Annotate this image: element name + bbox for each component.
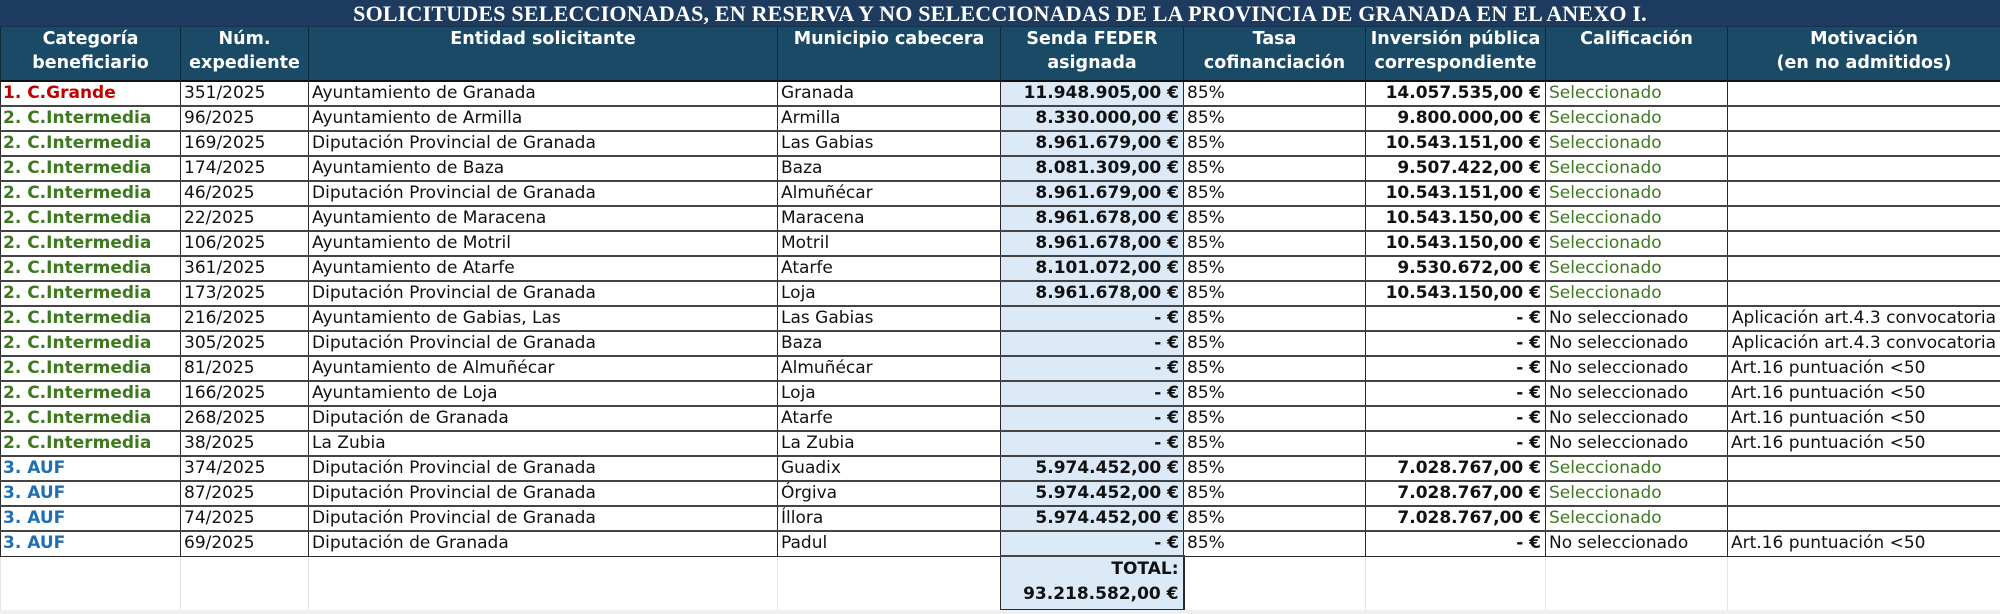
cell-entidad[interactable]: Ayuntamiento de Armilla [309, 106, 778, 131]
cell-categoria[interactable]: 3. AUF [1, 506, 181, 531]
cell-categoria[interactable]: 3. AUF [1, 456, 181, 481]
cell-expediente[interactable]: 351/2025 [181, 81, 309, 106]
cell-inversion[interactable]: - € [1366, 306, 1546, 331]
table-row [1, 181, 2000, 206]
cell-municipio[interactable]: Almuñécar [778, 181, 1001, 206]
cell-entidad[interactable]: Diputación Provincial de Granada [309, 506, 778, 531]
table-row [1, 156, 2000, 181]
cell-expediente[interactable]: 87/2025 [181, 481, 309, 506]
cell-categoria[interactable]: 2. C.Intermedia [1, 281, 181, 306]
cell-expediente[interactable]: 268/2025 [181, 406, 309, 431]
cell-inversion[interactable]: 14.057.535,00 € [1366, 81, 1546, 106]
cell-entidad[interactable]: Ayuntamiento de Granada [309, 81, 778, 106]
cell-inversion[interactable]: 7.028.767,00 € [1366, 506, 1546, 531]
cell-motivacion[interactable] [1728, 281, 2000, 306]
cell-entidad[interactable]: Diputación de Granada [309, 531, 778, 556]
cell-tasa[interactable]: 85% [1184, 531, 1366, 556]
cell-tasa[interactable]: 85% [1184, 81, 1366, 106]
cell-entidad[interactable]: Diputación Provincial de Granada [309, 481, 778, 506]
empty-cell[interactable] [1728, 556, 2000, 610]
table-row [1, 381, 2000, 406]
cell-inversion[interactable]: - € [1366, 431, 1546, 456]
cell-calificacion[interactable]: No seleccionado [1546, 531, 1728, 556]
cell-inversion[interactable]: - € [1366, 356, 1546, 381]
cell-categoria[interactable]: 1. C.Grande [1, 81, 181, 106]
cell-calificacion[interactable]: No seleccionado [1546, 406, 1728, 431]
cell-motivacion[interactable]: Aplicación art.4.3 convocatoria [1728, 306, 2000, 331]
cell-expediente[interactable]: 96/2025 [181, 106, 309, 131]
cell-motivacion[interactable]: Art.16 puntuación <50 [1728, 406, 2000, 431]
cell-calificacion[interactable]: Seleccionado [1546, 156, 1728, 181]
table-body [1, 81, 2000, 556]
cell-motivacion[interactable] [1728, 181, 2000, 206]
empty-cell[interactable] [309, 556, 778, 610]
cell-motivacion[interactable] [1728, 506, 2000, 531]
cell-entidad[interactable]: Diputación Provincial de Granada [309, 181, 778, 206]
cell-municipio[interactable]: La Zubia [778, 431, 1001, 456]
cell-categoria[interactable]: 2. C.Intermedia [1, 256, 181, 281]
cell-tasa[interactable]: 85% [1184, 306, 1366, 331]
table-row [1, 531, 2000, 556]
cell-categoria[interactable]: 3. AUF [1, 481, 181, 506]
empty-cell[interactable] [1366, 556, 1546, 610]
cell-senda-feder[interactable]: - € [1001, 331, 1184, 356]
cell-motivacion[interactable] [1728, 131, 2000, 156]
cell-motivacion[interactable] [1728, 81, 2000, 106]
col-header-categoria[interactable]: Categoría beneficiario [1, 27, 181, 81]
cell-calificacion[interactable]: Seleccionado [1546, 256, 1728, 281]
cell-senda-feder[interactable]: - € [1001, 431, 1184, 456]
table-row [1, 131, 2000, 156]
cell-tasa[interactable]: 85% [1184, 381, 1366, 406]
cell-expediente[interactable]: 46/2025 [181, 181, 309, 206]
cell-motivacion[interactable] [1728, 156, 2000, 181]
cell-inversion[interactable]: - € [1366, 381, 1546, 406]
cell-expediente[interactable]: 305/2025 [181, 331, 309, 356]
cell-municipio[interactable]: Las Gabias [778, 306, 1001, 331]
cell-senda-feder[interactable]: 8.961.678,00 € [1001, 281, 1184, 306]
cell-entidad[interactable]: Ayuntamiento de Motril [309, 231, 778, 256]
cell-inversion[interactable]: 9.800.000,00 € [1366, 106, 1546, 131]
cell-tasa[interactable]: 85% [1184, 431, 1366, 456]
cell-motivacion[interactable]: Art.16 puntuación <50 [1728, 431, 2000, 456]
total-feder-cell[interactable] [1001, 556, 1184, 610]
cell-municipio[interactable]: Granada [778, 81, 1001, 106]
empty-cell[interactable] [778, 556, 1001, 610]
cell-categoria[interactable]: 2. C.Intermedia [1, 181, 181, 206]
cell-motivacion[interactable]: Art.16 puntuación <50 [1728, 356, 2000, 381]
cell-senda-feder[interactable]: 5.974.452,00 € [1001, 506, 1184, 531]
cell-categoria[interactable]: 3. AUF [1, 531, 181, 556]
cell-motivacion[interactable] [1728, 256, 2000, 281]
cell-calificacion[interactable]: Seleccionado [1546, 281, 1728, 306]
cell-entidad[interactable]: La Zubia [309, 431, 778, 456]
cell-expediente[interactable]: 22/2025 [181, 206, 309, 231]
cell-municipio[interactable]: Atarfe [778, 256, 1001, 281]
cell-senda-feder[interactable]: 8.081.309,00 € [1001, 156, 1184, 181]
cell-senda-feder[interactable]: - € [1001, 531, 1184, 556]
cell-senda-feder[interactable]: 8.330.000,00 € [1001, 106, 1184, 131]
cell-categoria[interactable]: 2. C.Intermedia [1, 431, 181, 456]
cell-categoria[interactable]: 2. C.Intermedia [1, 356, 181, 381]
cell-entidad[interactable]: Diputación Provincial de Granada [309, 331, 778, 356]
col-header-motivacion[interactable]: Motivación (en no admitidos) [1728, 27, 2000, 81]
col-header-inversion[interactable]: Inversión pública correspondiente [1366, 27, 1546, 81]
cell-calificacion[interactable]: Seleccionado [1546, 106, 1728, 131]
col-header-senda-feder[interactable]: Senda FEDER asignada [1001, 27, 1184, 81]
cell-expediente[interactable]: 169/2025 [181, 131, 309, 156]
cell-tasa[interactable]: 85% [1184, 481, 1366, 506]
table-row [1, 81, 2000, 106]
cell-expediente[interactable]: 374/2025 [181, 456, 309, 481]
cell-tasa[interactable]: 85% [1184, 231, 1366, 256]
cell-tasa[interactable]: 85% [1184, 506, 1366, 531]
table-row [1, 206, 2000, 231]
cell-expediente[interactable]: 174/2025 [181, 156, 309, 181]
cell-inversion[interactable]: 9.507.422,00 € [1366, 156, 1546, 181]
cell-tasa[interactable]: 85% [1184, 356, 1366, 381]
col-header-expediente[interactable]: Núm. expediente [181, 27, 309, 81]
cell-calificacion[interactable]: Seleccionado [1546, 231, 1728, 256]
cell-municipio[interactable]: Almuñécar [778, 356, 1001, 381]
cell-expediente[interactable]: 166/2025 [181, 381, 309, 406]
col-header-entidad[interactable]: Entidad solicitante [309, 27, 778, 81]
cell-municipio[interactable]: Armilla [778, 106, 1001, 131]
table-row [1, 106, 2000, 131]
cell-expediente[interactable]: 173/2025 [181, 281, 309, 306]
cell-entidad[interactable]: Diputación Provincial de Granada [309, 281, 778, 306]
cell-senda-feder[interactable]: 8.961.678,00 € [1001, 231, 1184, 256]
cell-motivacion[interactable] [1728, 106, 2000, 131]
cell-inversion[interactable]: - € [1366, 406, 1546, 431]
cell-calificacion[interactable]: No seleccionado [1546, 331, 1728, 356]
cell-senda-feder[interactable]: 11.948.905,00 € [1001, 81, 1184, 106]
cell-motivacion[interactable]: Aplicación art.4.3 convocatoria [1728, 331, 2000, 356]
cell-calificacion[interactable]: Seleccionado [1546, 81, 1728, 106]
empty-cell[interactable] [1546, 556, 1728, 610]
cell-expediente[interactable]: 361/2025 [181, 256, 309, 281]
cell-motivacion[interactable]: Art.16 puntuación <50 [1728, 531, 2000, 556]
cell-calificacion[interactable]: Seleccionado [1546, 506, 1728, 531]
cell-senda-feder[interactable]: - € [1001, 406, 1184, 431]
cell-categoria[interactable]: 2. C.Intermedia [1, 156, 181, 181]
cell-municipio[interactable]: Loja [778, 381, 1001, 406]
cell-municipio[interactable]: Loja [778, 281, 1001, 306]
cell-senda-feder[interactable]: - € [1001, 381, 1184, 406]
cell-senda-feder[interactable]: 8.961.679,00 € [1001, 181, 1184, 206]
col-header-calificacion[interactable]: Calificación [1546, 27, 1728, 81]
cell-calificacion[interactable]: No seleccionado [1546, 306, 1728, 331]
cell-motivacion[interactable] [1728, 231, 2000, 256]
cell-categoria[interactable]: 2. C.Intermedia [1, 131, 181, 156]
cell-motivacion[interactable]: Art.16 puntuación <50 [1728, 381, 2000, 406]
total-label: TOTAL: [1111, 559, 1179, 579]
cell-inversion[interactable]: 10.543.151,00 € [1366, 181, 1546, 206]
cell-inversion[interactable]: 9.530.672,00 € [1366, 256, 1546, 281]
cell-entidad[interactable]: Ayuntamiento de Atarfe [309, 256, 778, 281]
cell-municipio[interactable]: Baza [778, 156, 1001, 181]
cell-senda-feder[interactable]: 8.101.072,00 € [1001, 256, 1184, 281]
table-row [1, 406, 2000, 431]
cell-tasa[interactable]: 85% [1184, 181, 1366, 206]
table-title: SOLICITUDES SELECCIONADAS, EN RESERVA Y NO SELECCIONADAS DE LA PROVINCIA DE GRANADA EN EL ANEXO I. [0, 0, 2000, 27]
cell-motivacion[interactable] [1728, 481, 2000, 506]
solicitudes-table [0, 27, 2000, 610]
cell-categoria[interactable]: 2. C.Intermedia [1, 306, 181, 331]
cell-municipio[interactable]: Padul [778, 531, 1001, 556]
cell-calificacion[interactable]: Seleccionado [1546, 481, 1728, 506]
cell-tasa[interactable]: 85% [1184, 156, 1366, 181]
table-row [1, 331, 2000, 356]
cell-motivacion[interactable] [1728, 206, 2000, 231]
cell-municipio[interactable]: Atarfe [778, 406, 1001, 431]
cell-categoria[interactable]: 2. C.Intermedia [1, 206, 181, 231]
cell-entidad[interactable]: Ayuntamiento de Loja [309, 381, 778, 406]
table-row [1, 456, 2000, 481]
cell-municipio[interactable]: Las Gabias [778, 131, 1001, 156]
cell-inversion[interactable]: - € [1366, 531, 1546, 556]
header-row [1, 27, 2000, 81]
cell-categoria[interactable]: 2. C.Intermedia [1, 381, 181, 406]
total-row [1, 556, 2000, 610]
cell-entidad[interactable]: Diputación Provincial de Granada [309, 131, 778, 156]
cell-expediente[interactable]: 216/2025 [181, 306, 309, 331]
cell-expediente[interactable]: 81/2025 [181, 356, 309, 381]
cell-entidad[interactable]: Ayuntamiento de Baza [309, 156, 778, 181]
table-row [1, 256, 2000, 281]
cell-motivacion[interactable] [1728, 456, 2000, 481]
cell-senda-feder[interactable]: - € [1001, 306, 1184, 331]
col-header-municipio[interactable]: Municipio cabecera [778, 27, 1001, 81]
table-row [1, 231, 2000, 256]
cell-tasa[interactable]: 85% [1184, 456, 1366, 481]
cell-inversion[interactable]: 7.028.767,00 € [1366, 481, 1546, 506]
cell-entidad[interactable]: Ayuntamiento de Almuñécar [309, 356, 778, 381]
cell-categoria[interactable]: 2. C.Intermedia [1, 106, 181, 131]
cell-entidad[interactable]: Diputación Provincial de Granada [309, 456, 778, 481]
cell-categoria[interactable]: 2. C.Intermedia [1, 331, 181, 356]
cell-municipio[interactable]: Órgiva [778, 481, 1001, 506]
cell-tasa[interactable]: 85% [1184, 331, 1366, 356]
cell-tasa[interactable]: 85% [1184, 406, 1366, 431]
cell-senda-feder[interactable]: 5.974.452,00 € [1001, 481, 1184, 506]
cell-municipio[interactable]: Maracena [778, 206, 1001, 231]
cell-calificacion[interactable]: Seleccionado [1546, 206, 1728, 231]
cell-tasa[interactable]: 85% [1184, 256, 1366, 281]
cell-municipio[interactable]: Guadix [778, 456, 1001, 481]
cell-inversion[interactable]: 10.543.150,00 € [1366, 231, 1546, 256]
empty-cell[interactable] [181, 556, 309, 610]
cell-senda-feder[interactable]: 8.961.678,00 € [1001, 206, 1184, 231]
cell-expediente[interactable]: 38/2025 [181, 431, 309, 456]
cell-expediente[interactable]: 106/2025 [181, 231, 309, 256]
cell-senda-feder[interactable]: - € [1001, 356, 1184, 381]
cell-calificacion[interactable]: No seleccionado [1546, 356, 1728, 381]
table-row [1, 306, 2000, 331]
cell-entidad[interactable]: Ayuntamiento de Maracena [309, 206, 778, 231]
cell-calificacion[interactable]: No seleccionado [1546, 431, 1728, 456]
cell-calificacion[interactable]: Seleccionado [1546, 131, 1728, 156]
cell-inversion[interactable]: 10.543.150,00 € [1366, 281, 1546, 306]
cell-inversion[interactable]: 10.543.150,00 € [1366, 206, 1546, 231]
cell-expediente[interactable]: 74/2025 [181, 506, 309, 531]
cell-tasa[interactable]: 85% [1184, 106, 1366, 131]
table-row [1, 481, 2000, 506]
cell-municipio[interactable]: Íllora [778, 506, 1001, 531]
total-value: 93.218.582,00 € [1023, 584, 1179, 604]
table-row [1, 431, 2000, 456]
sheet-bottom-edge [0, 610, 2000, 614]
table-row [1, 506, 2000, 531]
cell-expediente[interactable]: 69/2025 [181, 531, 309, 556]
col-header-tasa[interactable]: Tasa cofinanciación [1184, 27, 1366, 81]
cell-categoria[interactable]: 2. C.Intermedia [1, 406, 181, 431]
cell-senda-feder[interactable]: 8.961.679,00 € [1001, 131, 1184, 156]
cell-senda-feder[interactable]: 5.974.452,00 € [1001, 456, 1184, 481]
cell-entidad[interactable]: Ayuntamiento de Gabias, Las [309, 306, 778, 331]
empty-cell[interactable] [1184, 556, 1366, 610]
cell-categoria[interactable]: 2. C.Intermedia [1, 231, 181, 256]
cell-inversion[interactable]: 7.028.767,00 € [1366, 456, 1546, 481]
cell-inversion[interactable]: - € [1366, 331, 1546, 356]
cell-calificacion[interactable]: Seleccionado [1546, 456, 1728, 481]
cell-entidad[interactable]: Diputación de Granada [309, 406, 778, 431]
cell-calificacion[interactable]: Seleccionado [1546, 181, 1728, 206]
table-row [1, 356, 2000, 381]
empty-cell[interactable] [1, 556, 181, 610]
cell-municipio[interactable]: Baza [778, 331, 1001, 356]
table-row [1, 281, 2000, 306]
cell-inversion[interactable]: 10.543.151,00 € [1366, 131, 1546, 156]
cell-tasa[interactable]: 85% [1184, 281, 1366, 306]
cell-tasa[interactable]: 85% [1184, 206, 1366, 231]
cell-calificacion[interactable]: No seleccionado [1546, 381, 1728, 406]
cell-municipio[interactable]: Motril [778, 231, 1001, 256]
cell-tasa[interactable]: 85% [1184, 131, 1366, 156]
